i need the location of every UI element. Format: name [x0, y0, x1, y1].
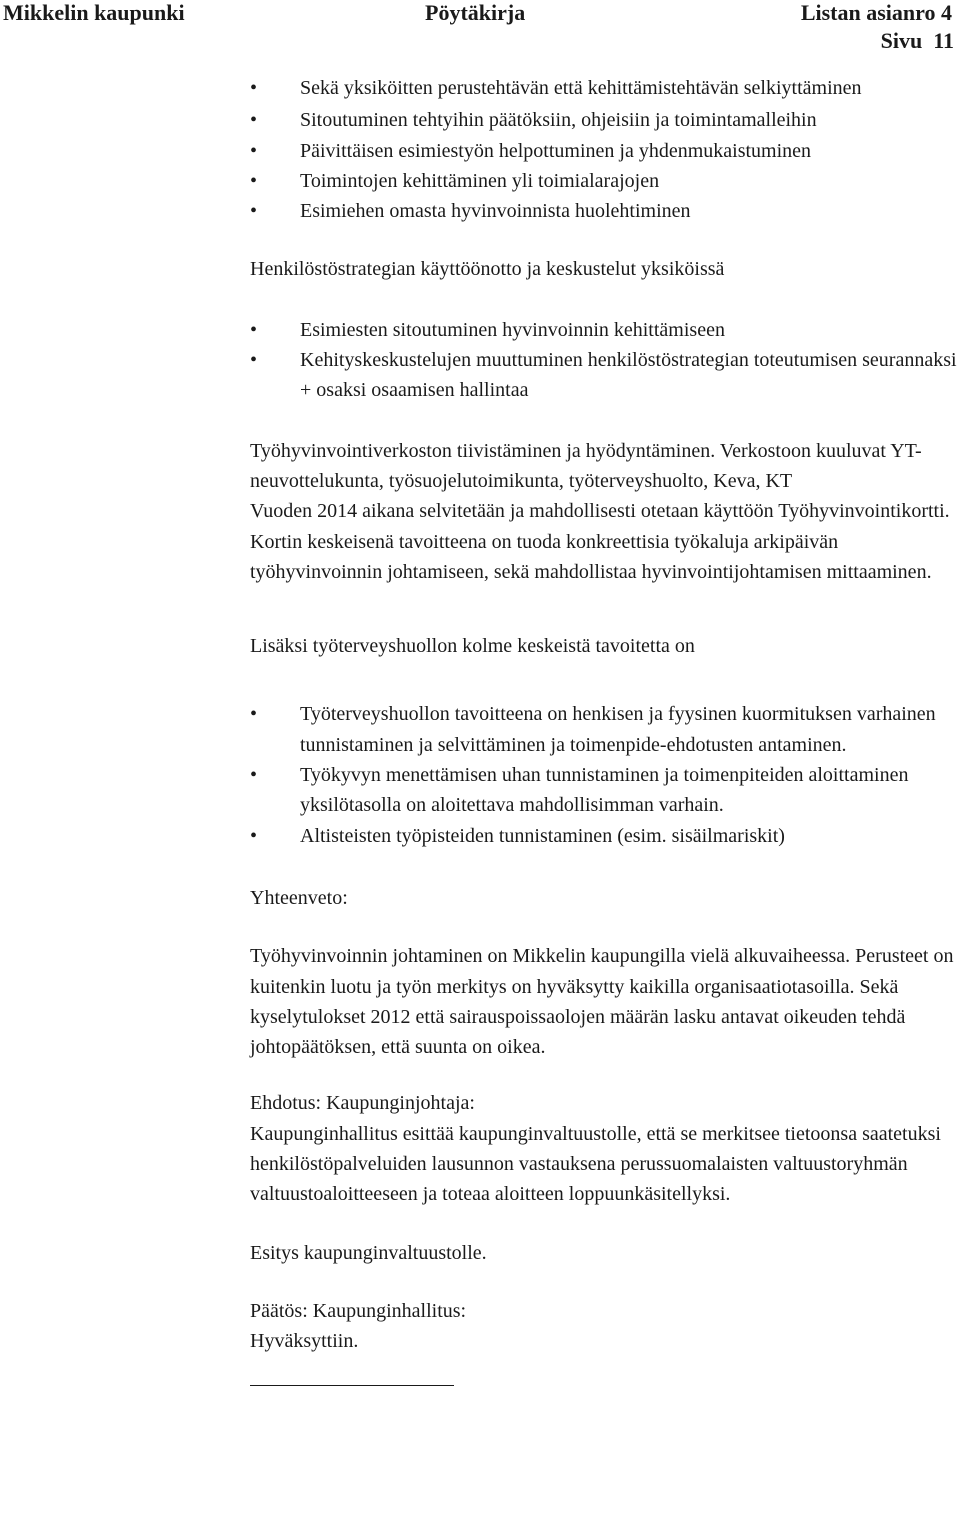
list-item: • Altisteisten työpisteiden tunnistaminen (esim. sisäilmariskit) [250, 821, 958, 851]
bullet-icon: • [250, 109, 258, 132]
proposal-text: Kaupunginhallitus esittää kaupunginvaltuustolle, että se merkitsee tietoonsa saatetuksi henkilöstöpalveluiden lausunnon vastauksena perussuomalaisten valtuustoryhmän valtuustoaloitteeseen ja toteaa aloitteen loppuunkäsitellyksi. [250, 1122, 941, 1206]
proposal-label: Ehdotus: Kaupunginjohtaja: [250, 1092, 475, 1115]
list-item: • Esimiehen omasta hyvinvoinnista huolehtiminen [250, 196, 958, 226]
paragraph-network: Työhyvinvointiverkoston tiivistäminen ja hyödyntäminen. Verkostoon kuuluvat YT-neuvottelukunta, työsuojelutoimikunta, työterveyshuolto, Keva, KT [250, 439, 922, 492]
section-heading: Henkilöstöstrategian käyttöönotto ja keskustelut yksiköissä [250, 258, 725, 281]
bullet-icon: • [250, 77, 258, 99]
bullet-list-goals [250, 73, 958, 226]
section-heading: Lisäksi työterveyshuollon kolme keskeistä tavoitetta on [250, 635, 695, 658]
list-item: • Päivittäisen esimiestyön helpottuminen ja yhdenmukaistuminen [250, 136, 958, 166]
header-organization: Mikkelin kaupunki [3, 0, 185, 25]
list-item: • Sitoutuminen tehtyihin päätöksiin, ohjeisiin ja toimintamalleihin [250, 105, 958, 135]
bullet-icon: • [250, 318, 258, 341]
bullet-icon: • [250, 703, 258, 726]
header-document-type: Pöytäkirja [425, 0, 526, 25]
decision-text: Hyväksyttiin. [250, 1330, 359, 1353]
bullet-icon: • [250, 200, 258, 223]
bullet-icon: • [250, 169, 258, 192]
paragraph-wellbeing-card: Vuoden 2014 aikana selvitetään ja mahdollisesti otetaan käyttöön Työhyvinvointikortti. Kortin keskeisenä tavoitteena on tuoda konkreettisia työkaluja arkipäivän työhyvinvoinnin johtamiseen, sekä mahdollistaa hyvinvointijohtamisen mittaaminen. [250, 500, 950, 583]
header-item-number: Listan asianro 4 [800, 0, 952, 25]
summary-text: Työhyvinvoinnin johtaminen on Mikkelin kaupungilla vielä alkuvaiheessa. Perusteet on kuitenkin luotu ja työn merkitys on hyväksytty kaikilla organisaatiotasoilla. Sekä kyselytulokset 2012 että sairauspoissaolojen määrän lasku antavat oikeuden tehdä johtopäätöksen, että suunta on oikea. [250, 945, 954, 1059]
summary-label: Yhteenveto: [250, 886, 348, 909]
list-item: • Toimintojen kehittäminen yli toimialarajojen [250, 166, 958, 196]
bullet-icon: • [250, 349, 258, 372]
bullet-list-occupational-health [250, 699, 958, 850]
bullet-icon: • [250, 824, 258, 847]
list-item: • Työterveyshuollon tavoitteena on henkisen ja fyysinen kuormituksen varhainen tunnistaminen ja selvittäminen ja toimenpide-ehdotusten antaminen. [250, 699, 958, 760]
decision-label: Päätös: Kaupunginhallitus: [250, 1299, 467, 1322]
end-rule [250, 1385, 454, 1386]
list-item: • Sekä yksiköitten perustehtävän että kehittämistehtävän selkiyttäminen [250, 73, 958, 103]
bullet-list-strategy [250, 315, 958, 406]
list-item: • Kehityskeskustelujen muuttuminen henkilöstöstrategian toteutumisen seurannaksi + osaksi osaamisen hallintaa [250, 345, 958, 406]
document-body [250, 73, 958, 1386]
list-item: • Työkyvyn menettämisen uhan tunnistaminen ja toimenpiteiden aloittaminen yksilötasolla on aloitettava mahdollisimman varhain. [250, 760, 958, 821]
header-page-number: Sivu 11 [880, 28, 954, 53]
bullet-icon: • [250, 139, 258, 162]
list-item: • Esimiesten sitoutuminen hyvinvoinnin kehittämiseen [250, 315, 958, 345]
presentation-text: Esitys kaupunginvaltuustolle. [250, 1241, 487, 1264]
bullet-icon: • [250, 764, 258, 787]
